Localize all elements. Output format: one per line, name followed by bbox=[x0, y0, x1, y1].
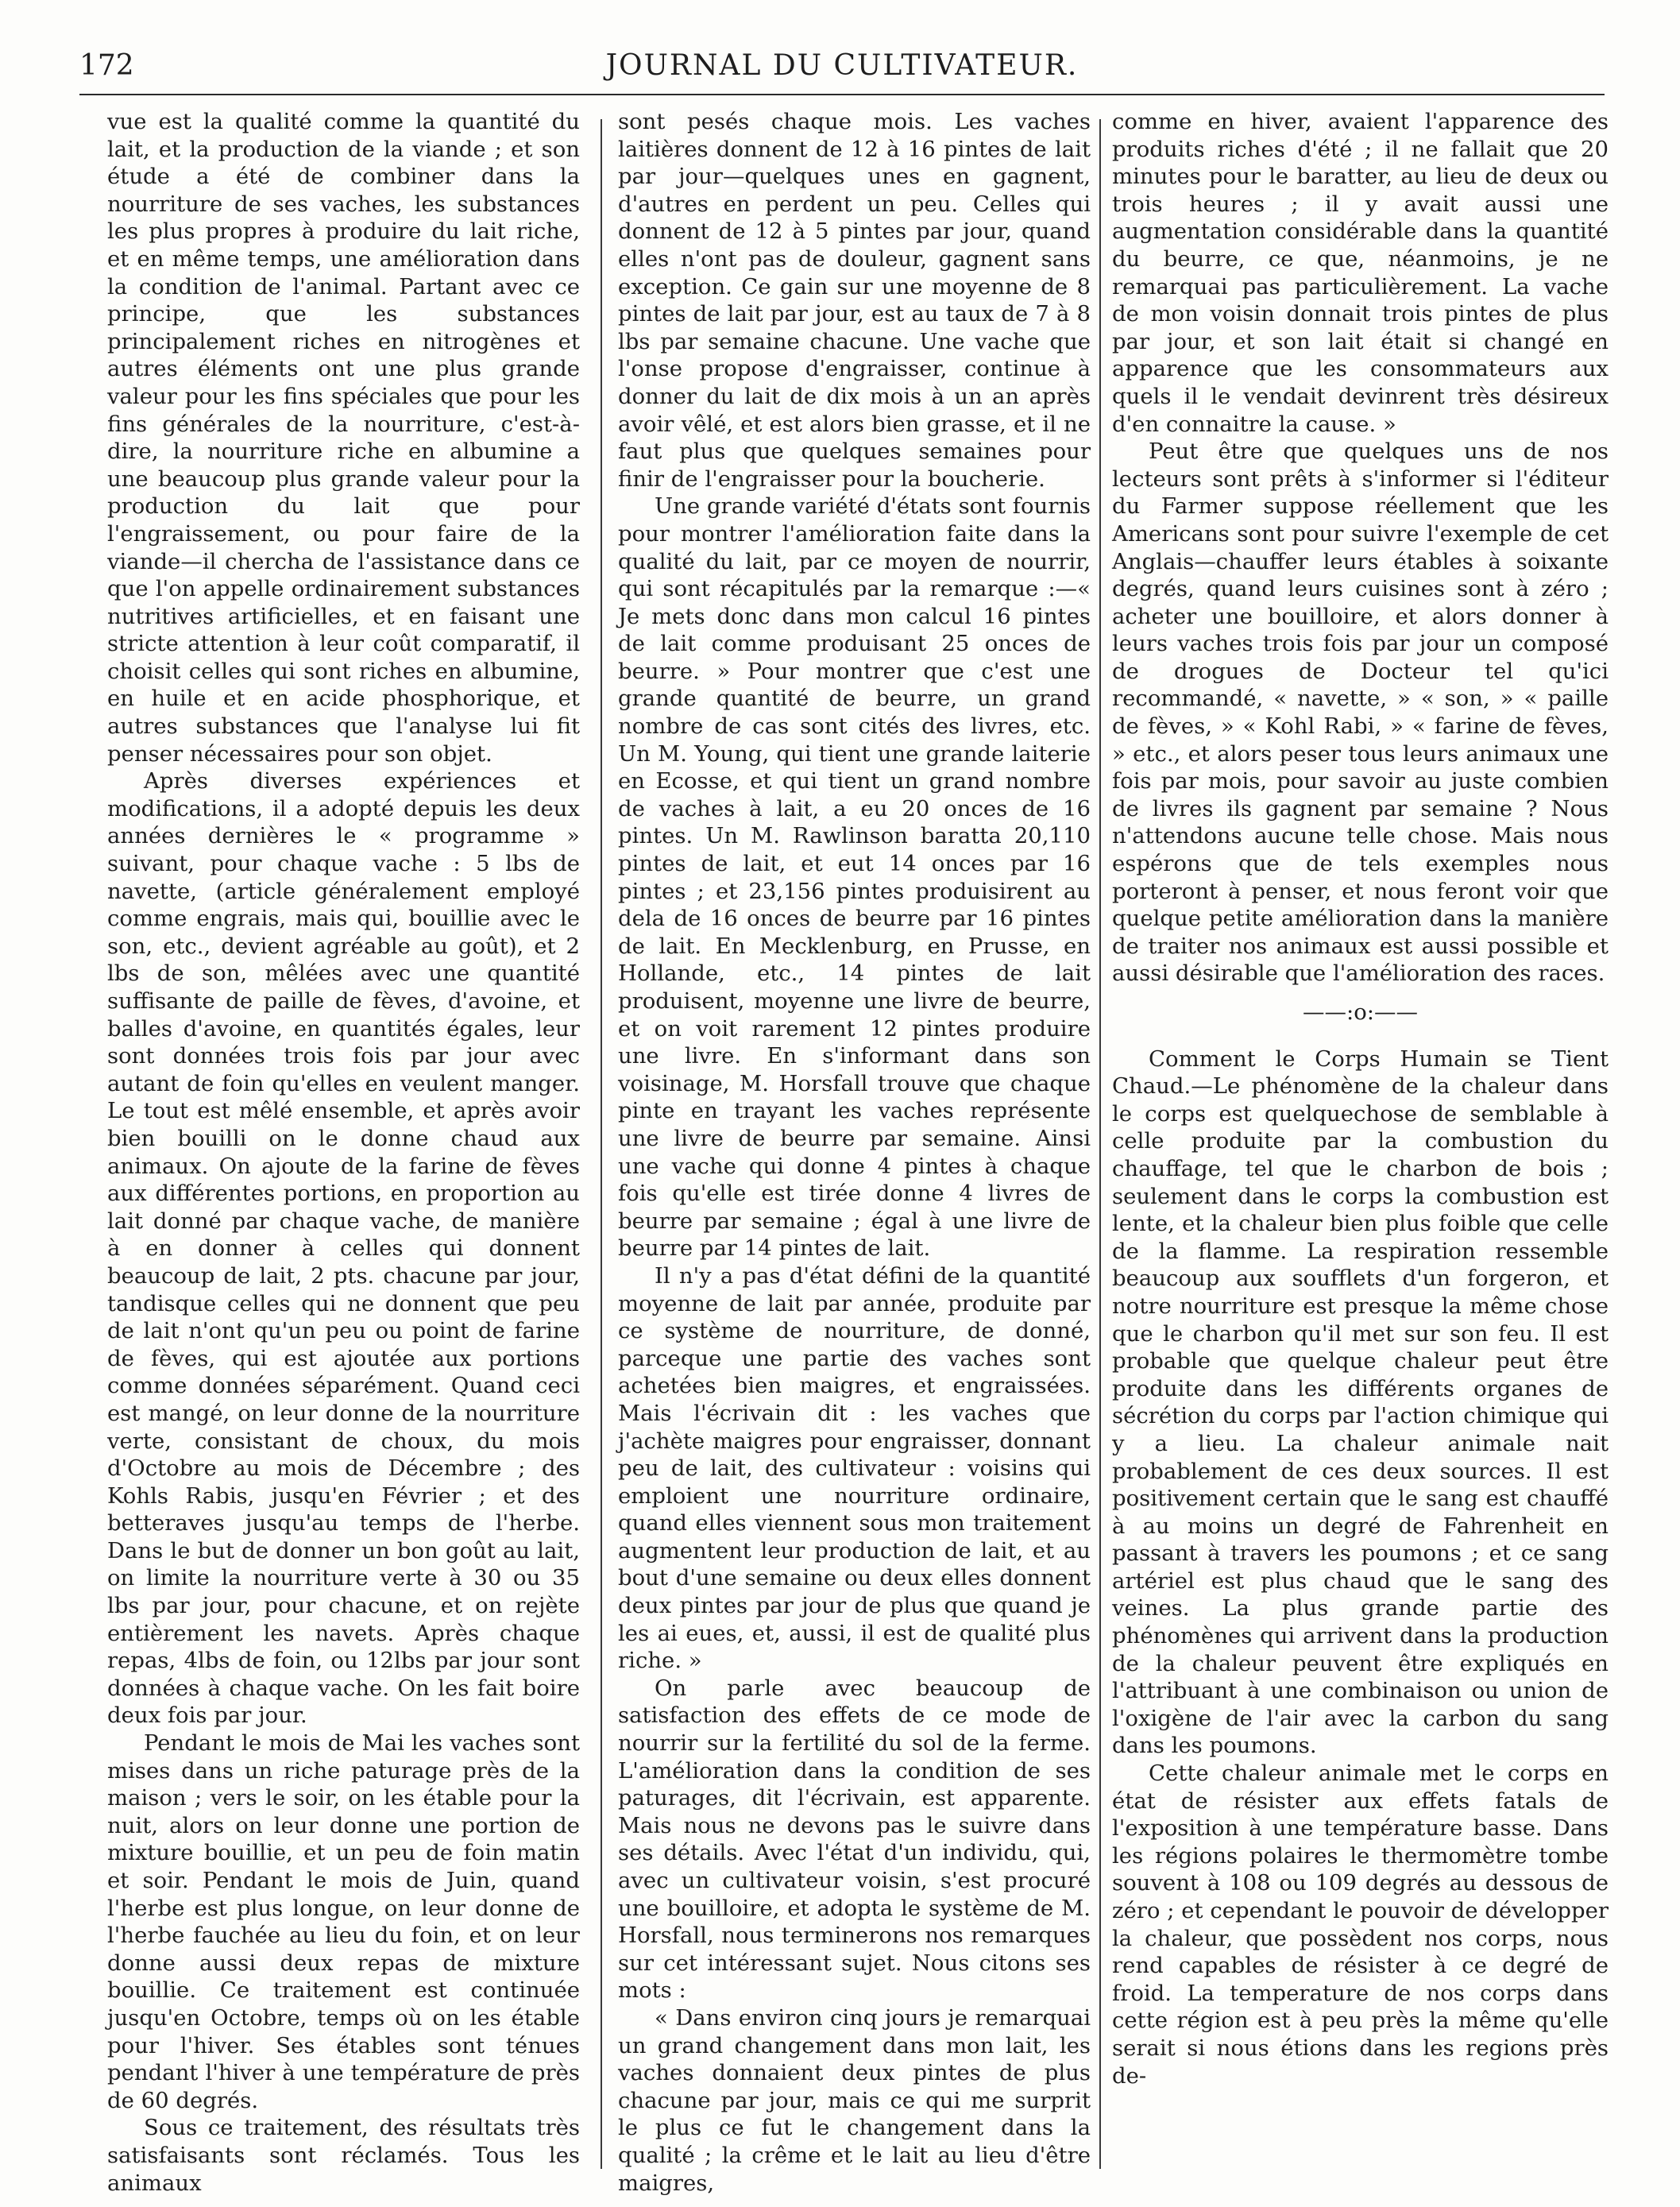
page-number: 172 bbox=[79, 49, 134, 82]
header-rule bbox=[79, 94, 1605, 95]
paragraph: On parle avec beaucoup de satisfaction des effets de ce mode de nourrir sur la fertilité du sol de la ferme. L'amélioration dans la condition de ses paturages, dit l'écrivain, est apparente. Mais nous ne devons pas le suivre dans ses détails. Avec l'état d'un individu, qui, avec un cultivateur voisin, s'est procuré une bouilloire, et adopta le système de M. Horsfall, nous terminerons nos remarques sur cet intéressant sujet. Nous citons ses mots : bbox=[618, 1675, 1091, 2004]
paragraph: Il n'y a pas d'état défini de la quantité moyenne de lait par année, produite par ce système de nourriture, de donné, parceque une partie des vaches sont achetées bien maigres, et engraissées. Mais l'écrivain dit : les vaches que j'achète maigres pour engraisser, donnant peu de lait, des cultivateur : voisins qui emploient une nourriture ordinaire, quand elles viennent sous mon traitement augmentent leur production de lait, et au bout d'une semaine ou deux elles donnent deux pintes par jour de plus que quand je les ai eues, et, aussi, il est de qualité plus riche. » bbox=[618, 1262, 1091, 1674]
page-header bbox=[79, 49, 1605, 94]
text-column-3 bbox=[1112, 108, 1609, 2166]
text-column-1 bbox=[107, 108, 580, 2196]
paragraph: Une grande variété d'états sont fournis pour montrer l'amélioration faite dans la qualité du lait, par ce moyen de nourrir, qui sont récapitulés par la remarque :—« Je mets donc dans mon calcul 16 pintes de lait comme produisant 25 onces de beurre. » Pour montrer que c'est une grande quantité de beurre, un grand nombre de cas sont cités des livres, etc. Un M. Young, qui tient une grande laiterie en Ecosse, et qui tient un grand nombre de vaches à lait, a eu 20 onces de 16 pintes. Un M. Rawlinson baratta 20,110 pintes de lait, et eut 14 onces par 16 pintes ; et 23,156 pintes produisirent au dela de 16 onces de beurre par 16 pintes de lait. En Mecklenburg, en Prusse, en Hollande, etc., 14 pintes de lait produisent, moyenne une livre de beurre, et on voit rarement 12 pintes produire une livre. En s'informant dans son voisinage, M. Horsfall trouve que chaque pinte en trayant les vaches représente une livre de beurre par semaine. Ainsi une vache qui donne 4 pintes à chaque fois qu'elle est tirée donne 4 livres de beurre par semaine ; égal à une livre de beurre par 14 pintes de lait. bbox=[618, 493, 1091, 1262]
paragraph: sont pesés chaque mois. Les vaches laitières donnent de 12 à 16 pintes de lait par jour—quelques unes en gagnent, d'autres en perdent un peu. Celles qui donnent de 12 à 5 pintes par jour, quand elles n'ont pas de douleur, gagnent sans exception. Ce gain sur une moyenne de 8 pintes de lait par jour, est au taux de 7 à 8 lbs par semaine chacune. Une vache que l'onse propose d'engraisser, continue à donner du lait de dix mois à un an après avoir vêlé, et est alors bien grasse, et il ne faut plus que quelques semaines pour finir de l'engraisser pour la boucherie. bbox=[618, 109, 1091, 492]
paragraph: Peut être que quelques uns de nos lecteurs sont prêts à s'informer si l'éditeur du Farmer suppose réellement que les Americans sont pour suivre l'exemple de cet Anglais—chauffer leurs étables à soixante degrés, quand leurs cuisines sont à zéro ; acheter une bouilloire, et alors donner à leurs vaches trois fois par jour un composé de drogues de Docteur tel qu'ici recommandé, « navette, » « son, » « paille de fèves, » « Kohl Rabi, » « farine de fèves, » etc., et alors peser tous leurs animaux une fois par mois, pour savoir au juste combien de livres ils gagnent par semaine ? Nous n'attendons aucune telle chose. Mais nous espérons que de tels exemples nous porteront à penser, et nous feront voir que quelque petite amélioration dans la manière de traiter nos animaux est aussi possible et aussi désirable que l'amélioration des races. bbox=[1112, 439, 1609, 987]
quotation-paragraph: « Dans environ cinq jours je remarquai un grand changement dans mon lait, les vaches donnaient deux pintes de plus chacune par jour, mais ce qui me surprit le plus ce fut le changement dans la qualité ; la crême et le lait au lieu d'être maigres, bbox=[618, 2004, 1091, 2196]
text-column-2 bbox=[618, 108, 1091, 2196]
section-divider: ——:o:—— bbox=[1302, 999, 1419, 1025]
column-rule-left bbox=[601, 119, 602, 2169]
paragraph: Cette chaleur animale met le corps en état de résister aux effets fatals de l'exposition à une température basse. Dans les régions polaires le thermomètre tombe souvent à 108 ou 109 degrés au dessous de zéro ; et cependant le pouvoir de développer la chaleur, que possèdent nos corps, nous rend capables de résister à ce degré de froid. La temperature de nos corps dans cette région est à peu près la même qu'elle serait si nous étions dans les regions près de- bbox=[1112, 1761, 1609, 2089]
quotation-paragraph: comme en hiver, avaient l'apparence des produits riches d'été ; il ne fallait que 20 minutes pour le baratter, au lieu de deux ou trois heures ; il y avait aussi une augmentation considérable dans la quantité du beurre, ce que, néanmoins, je ne remarquai pas particulièrement. La vache de mon voisin donnait trois pintes de plus par jour, et son lait était si changé en apparence que les consommateurs aux quels il le vendait devinrent très désireux d'en connaitre la cause. » bbox=[1112, 109, 1609, 437]
paragraph: Sous ce traitement, des résultats très satisfaisants sont réclamés. Tous les animaux bbox=[107, 2115, 580, 2196]
article-paragraph: Comment le Corps Humain se Tient Chaud.—Le phénomène de la chaleur dans le corps est quelquechose de semblable à celle produite par la combustion du chauffage, tel que le charbon de bois ; seulement dans le corps la combustion est lente, et la chaleur bien plus foible que celle de la flamme. La respiration ressemble beaucoup aux soufflets d'un forgeron, et notre nourriture est presque la même chose que le charbon qu'il met sur son feu. Il est probable que quelque chaleur peut être produite dans les différents organes de sécrétion du corps par l'action chimique qui y a lieu. La chaleur animale nait probablement de ces deux sources. Il est positivement certain que le sang est chauffé à au moins un degré de Fahrenheit en passant à travers les poumons ; et ce sang artériel est plus chaud que le sang des veines. La plus grande partie des phénomènes qui arrivent dans la production de la chaleur peuvent être expliqués en l'attribuant à une combinaison ou union de l'oxigène de l'air avec la carbon du sang dans les poumons. bbox=[1112, 1046, 1609, 1759]
paragraph: vue est la qualité comme la quantité du lait, et la production de la viande ; et son étude a été de combiner dans la nourriture de ses vaches, les substances les plus propres à produire du lait riche, et en même temps, une amélioration dans la condition de l'animal. Partant avec ce principe, que les substances principalement riches en nitrogènes et autres éléments ont une plus grande valeur pour les fins spéciales que pour les fins générales de la nourriture, c'est-à-dire, la nourriture riche en albumine a une beaucoup plus grande valeur pour la production du lait que pour l'engraissement, ou pour faire de la viande—il chercha de l'assistance dans ce que l'on appelle ordinairement substances nutritives artificielles, et en faisant une stricte attention à leur coût comparatif, il choisit celles qui sont riches en albumine, en huile et en acide phosphorique, et autres substances que l'analyse lui fit penser nécessaires pour son objet. bbox=[107, 109, 580, 767]
paragraph: Pendant le mois de Mai les vaches sont mises dans un riche paturage près de la maison ; vers le soir, on les étable pour la nuit, alors on leur donne une portion de mixture bouillie, et un peu de foin matin et soir. Pendant le mois de Juin, quand l'herbe est plus longue, on leur donne de l'herbe fauchée au lieu du foin, et on leur donne aussi deux repas de mixture bouillie. Ce traitement est continuée jusqu'en Octobre, temps où on les étable pour l'hiver. Ses étables sont ténues pendant l'hiver à une température de près de 60 degrés. bbox=[107, 1730, 580, 2113]
running-title: JOURNAL DU CULTIVATEUR. bbox=[605, 49, 1079, 82]
paragraph: Après diverses expériences et modifications, il a adopté depuis les deux années dernières le « programme » suivant, pour chaque vache : 5 lbs de navette, (article généralement employé comme engrais, mais qui, bouillie avec le son, etc., devient agréable au goût), et 2 lbs de son, mêlées avec une quantité suffisante de paille de fèves, d'avoine, et balles d'avoine, en quantités égales, leur sont données trois fois par jour avec autant de foin qu'elles en veulent manger. Le tout est mêlé ensemble, et après avoir bien bouilli on le donne chaud aux animaux. On ajoute de la farine de fèves aux différentes portions, en proportion au lait donné par chaque vache, de manière à en donner à celles qui donnent beaucoup de lait, 2 pts. chacune par jour, tandisque celles qui ne donnent que peu de lait n'ont qu'un peu ou point de farine de fèves, qui est ajoutée aux portions comme données séparément. Quand ceci est mangé, on leur donne de la nourriture verte, consistant de choux, du mois d'Octobre au mois de Décembre ; des Kohls Rabis, jusqu'en Février ; et des betteraves jusqu'au temps de l'herbe. Dans le but de donner un bon goût au lait, on limite la nourriture verte à 30 ou 35 lbs par jour, pour chacune, et on rejète entièrement les navets. Après chaque repas, 4lbs de foin, ou 12lbs par jour sont données à chaque vache. On les fait boire deux fois par jour. bbox=[107, 768, 580, 1729]
column-rule-right bbox=[1099, 119, 1101, 2169]
